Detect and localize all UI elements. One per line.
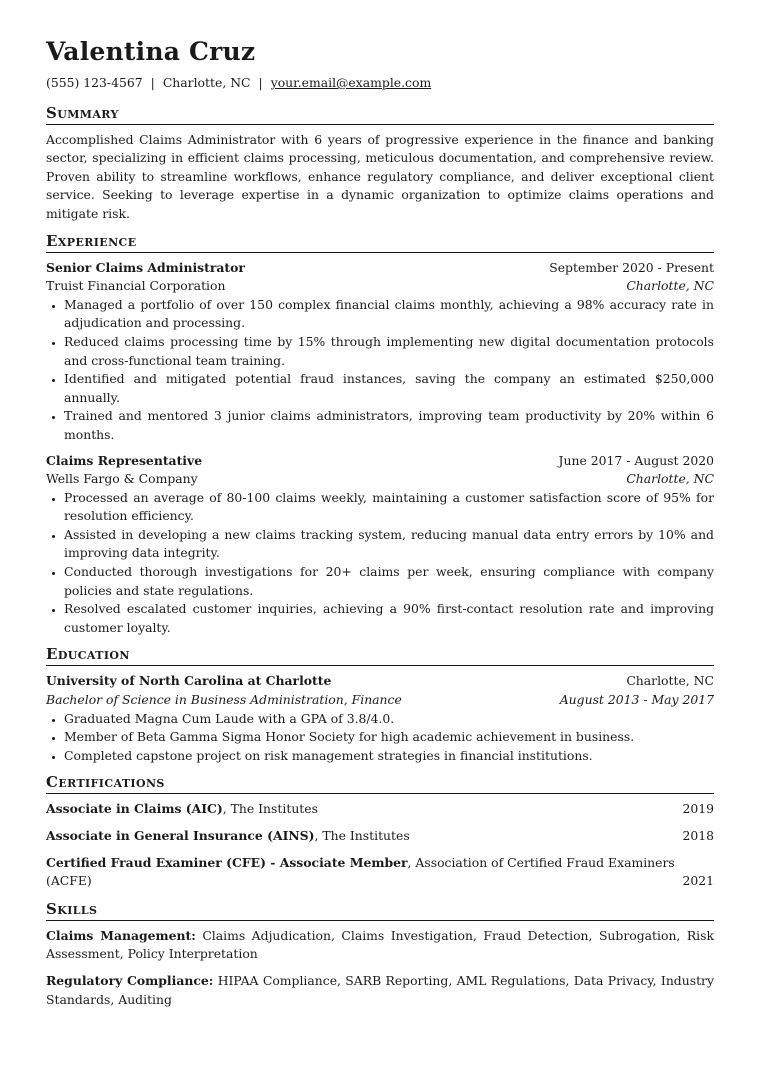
certification-issuer: , The Institutes xyxy=(314,828,410,843)
summary-text: Accomplished Claims Administrator with 6 years of progressive experience in the finance and banking sector, specializing in efficient claims processing, meticulous documentation, and comprehensive review. Proven ability to streamline workflows, enhance regulatory compliance, and deliver exceptional client service. Seeking to leverage expertise in a dynamic organization to optimize claims operations and mitigate risk. xyxy=(46,131,714,221)
job-bullet: • Identified and mitigated potential fraud instances, saving the company an estimated $250,000 annually. xyxy=(64,370,714,407)
experience-heading: Experience xyxy=(46,231,714,253)
certification-year: 2021 xyxy=(682,873,714,889)
education-bullets xyxy=(46,710,714,766)
location: Charlotte, NC xyxy=(162,75,251,90)
certifications-section xyxy=(46,772,714,890)
job-header xyxy=(46,452,714,471)
certification-item xyxy=(46,854,714,891)
summary-heading: Summary xyxy=(46,103,714,125)
experience-section xyxy=(46,231,714,638)
job-dates: September 2020 - Present xyxy=(549,259,714,275)
job-bullets xyxy=(46,489,714,638)
job-role: Claims Representative xyxy=(46,452,203,468)
job-bullets xyxy=(46,296,714,445)
certifications-heading: Certifications xyxy=(46,772,714,794)
certification-year: 2018 xyxy=(682,828,714,843)
education-section xyxy=(46,644,714,765)
job-bullet: • Managed a portfolio of over 150 complex financial claims monthly, achieving a 98% accuracy rate in adjudication and processing. xyxy=(64,296,714,333)
resume-page xyxy=(46,36,714,1017)
skill-label: Regulatory Compliance: xyxy=(46,972,214,988)
job-location: Charlotte, NC xyxy=(626,471,714,487)
education-header xyxy=(46,672,714,691)
skill-group xyxy=(46,927,714,964)
education-bullet: • Member of Beta Gamma Sigma Honor Society for high academic achievement in business. xyxy=(64,728,714,747)
job-header xyxy=(46,259,714,278)
certification-name: Associate in General Insurance (AINS) xyxy=(46,828,315,843)
certification-item xyxy=(46,800,714,819)
certification-item xyxy=(46,827,714,846)
job-subheader xyxy=(46,277,714,296)
education-subheader xyxy=(46,691,714,710)
summary-section xyxy=(46,103,714,224)
school-location: Charlotte, NC xyxy=(626,673,714,689)
education-bullet: • Graduated Magna Cum Laude with a GPA of 3.8/4.0. xyxy=(64,710,714,729)
certification-issuer: , Association of Certified Fraud Examiners (ACFE) xyxy=(46,854,675,889)
job-company: Wells Fargo & Company xyxy=(46,471,198,487)
phone-number: (555) 123-4567 xyxy=(46,75,143,90)
candidate-name: Valentina Cruz xyxy=(46,37,256,66)
job-role: Senior Claims Administrator xyxy=(46,259,245,275)
job-subheader xyxy=(46,470,714,489)
certification-issuer: , The Institutes xyxy=(222,801,318,817)
job-dates: June 2017 - August 2020 xyxy=(558,452,714,468)
certification-name: Associate in Claims (AIC) xyxy=(46,801,223,817)
skill-group xyxy=(46,972,714,1009)
job-bullet: • Reduced claims processing time by 15% through implementing new digital documentation protocols and cross-functional team training. xyxy=(64,333,714,370)
skill-list: Claims Adjudication, Claims Investigation, Fraud Detection, Subrogation, Risk Assessment, Policy Interpretation xyxy=(46,927,714,962)
education-bullet: • Completed capstone project on risk management strategies in financial institutions. xyxy=(64,747,714,766)
email-link[interactable]: your.email@example.com xyxy=(270,75,432,90)
contact-separator: | xyxy=(258,75,263,90)
certification-year: 2019 xyxy=(682,801,714,817)
job-company: Truist Financial Corporation xyxy=(46,278,226,294)
education-dates: August 2013 - May 2017 xyxy=(559,692,714,708)
job-location: Charlotte, NC xyxy=(626,278,714,294)
contact-line xyxy=(46,74,714,93)
job-entry xyxy=(46,452,714,638)
job-bullet: • Assisted in developing a new claims tracking system, reducing manual data entry errors by 10% and improving data integrity. xyxy=(64,526,714,563)
job-bullet: • Processed an average of 80-100 claims weekly, maintaining a customer satisfaction score of 95% for resolution efficiency. xyxy=(64,489,714,526)
school-name: University of North Carolina at Charlotte xyxy=(46,673,332,689)
skills-section xyxy=(46,899,714,1009)
skill-list: HIPAA Compliance, SARB Reporting, AML Regulations, Data Privacy, Industry Standards, Auditing xyxy=(46,972,714,1007)
job-bullet: • Trained and mentored 3 junior claims administrators, improving team productivity by 20% within 6 months. xyxy=(64,407,714,444)
job-bullet: • Resolved escalated customer inquiries, achieving a 90% first-contact resolution rate and improving customer loyalty. xyxy=(64,600,714,637)
education-heading: Education xyxy=(46,644,714,666)
skill-label: Claims Management: xyxy=(46,927,196,943)
degree: Bachelor of Science in Business Administration, Finance xyxy=(46,692,402,708)
job-entry xyxy=(46,259,714,445)
certification-name: Certified Fraud Examiner (CFE) - Associate Member xyxy=(46,854,408,870)
skills-heading: Skills xyxy=(46,899,714,921)
contact-separator: | xyxy=(150,75,155,90)
job-bullet: • Conducted thorough investigations for 20+ claims per week, ensuring compliance with company policies and state regulations. xyxy=(64,563,714,600)
